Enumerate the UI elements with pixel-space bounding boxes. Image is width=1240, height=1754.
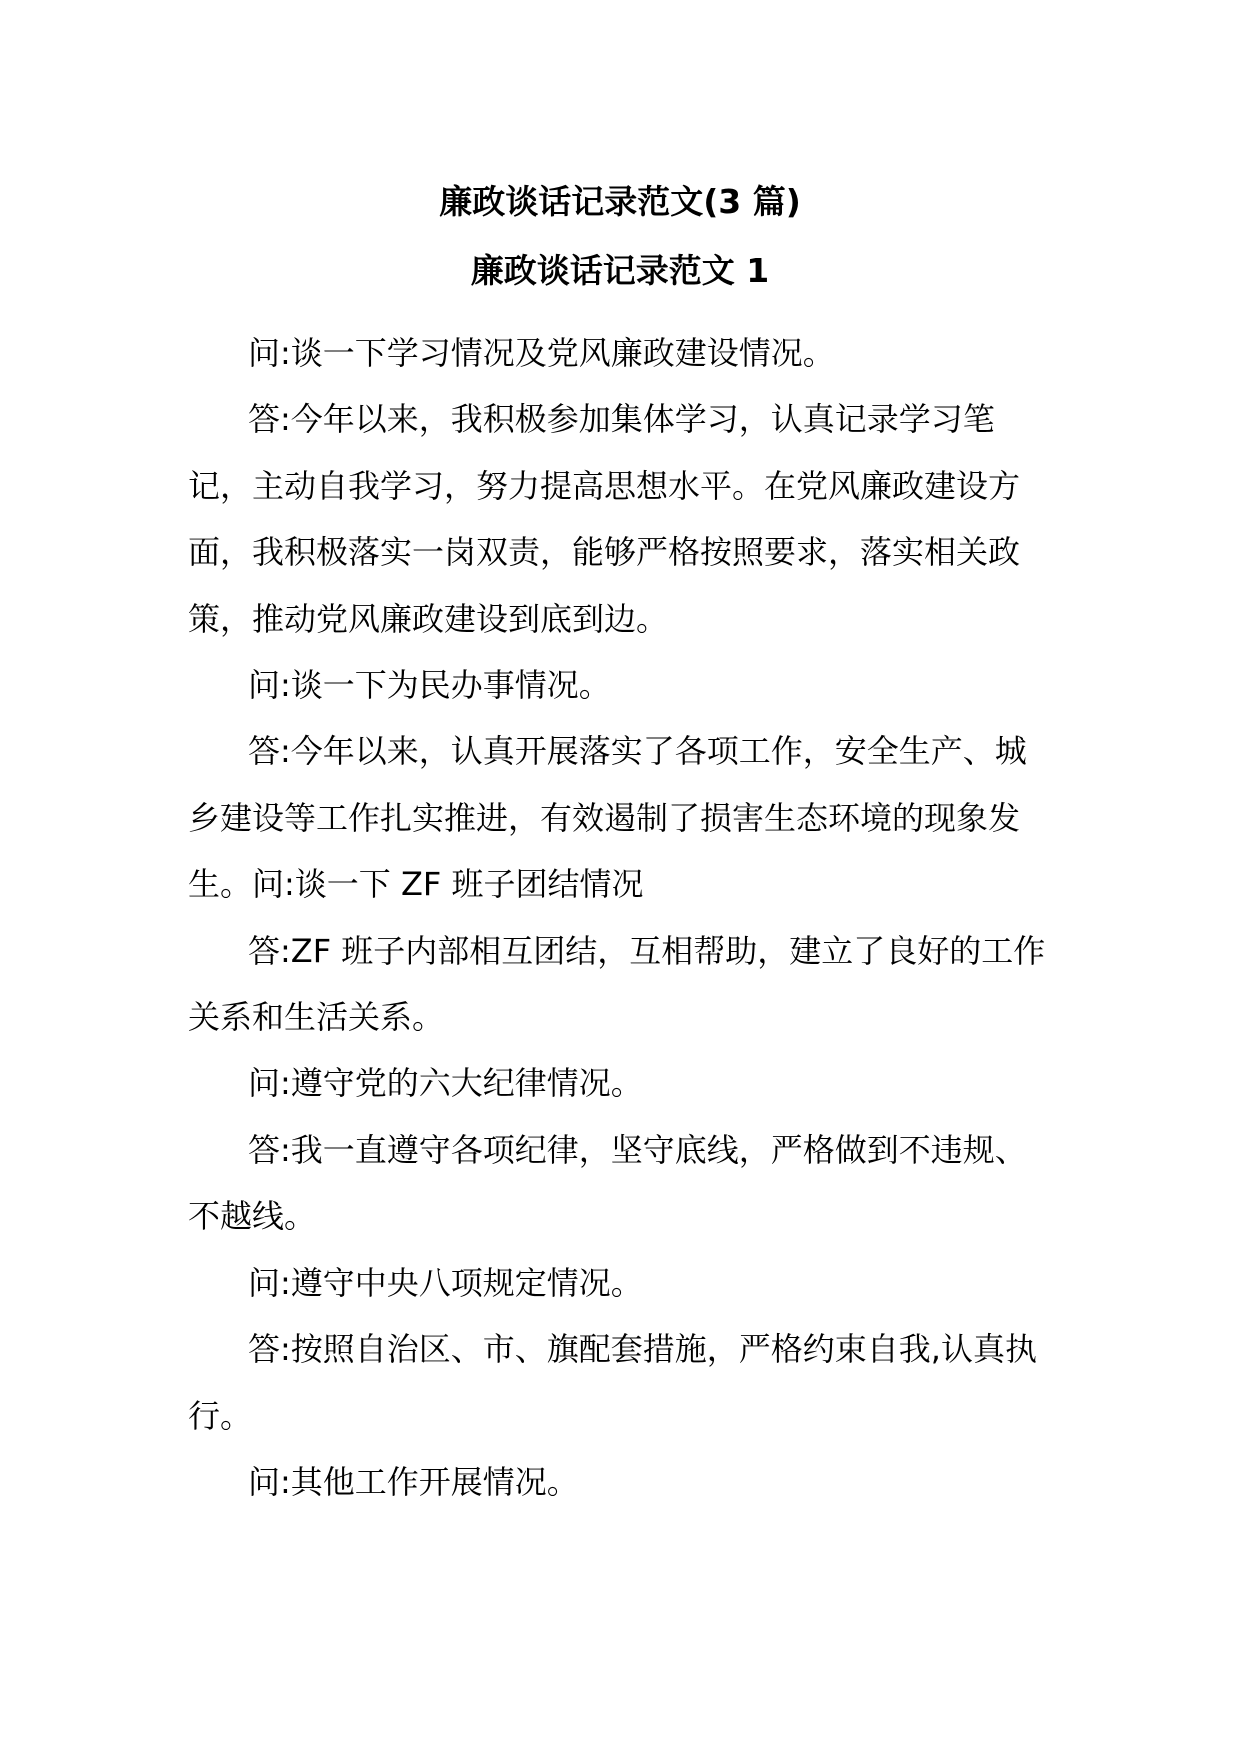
paragraph-question: 问:遵守党的六大纪律情况。: [248, 1064, 643, 1103]
document-title: 廉政谈话记录范文(3 篇): [439, 182, 801, 221]
paragraph-answer: 答:我一直遵守各项纪律，坚守底线，严格做到不违规、不越线。: [188, 1130, 1027, 1236]
paragraph-answer: 答:今年以来，认真开展落实了各项工作，安全生产、城乡建设等工作扎实推进，有效遏制了损害生态环境的现象发生。问:谈一下 ZF 班子团结情况: [188, 732, 1027, 904]
document-subtitle: 廉政谈话记录范文 1: [470, 251, 770, 290]
document-body: [188, 320, 1048, 1515]
paragraph-answer: 答:今年以来，我积极参加集体学习，认真记录学习笔记，主动自我学习，努力提高思想水平。在党风廉政建设方面，我积极落实一岗双责，能够严格按照要求，落实相关政策，推动党风廉政建设到底到边。: [188, 400, 1021, 638]
paragraph-answer: 答:按照自治区、市、旗配套措施，严格约束自我,认真执行。: [188, 1330, 1037, 1435]
paragraph-answer: 答:ZF 班子内部相互团结，互相帮助，建立了良好的工作关系和生活关系。: [188, 931, 1046, 1037]
paragraph-question: 问:其他工作开展情况。: [248, 1462, 579, 1501]
paragraph-question: 问:谈一下学习情况及党风廉政建设情况。: [248, 334, 835, 372]
paragraph-question: 问:遵守中央八项规定情况。: [248, 1263, 643, 1302]
paragraph-question: 问:谈一下为民办事情况。: [248, 666, 611, 705]
